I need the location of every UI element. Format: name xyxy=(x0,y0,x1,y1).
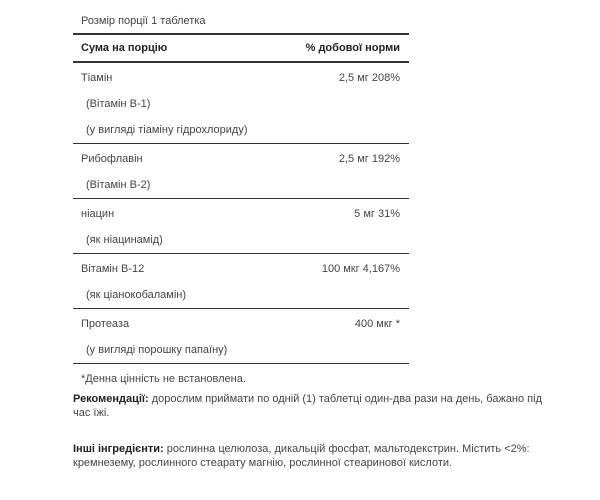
nutrient-name: ніацин xyxy=(81,208,115,220)
recommendations-text: дорослим приймати по одній (1) таблетці один-два рази на день, бажано під час їжі. xyxy=(73,393,543,419)
nutrient-amount: 2,5 мг 208% xyxy=(338,72,400,84)
ingredients-label: Інші інгредієнти: xyxy=(73,443,164,455)
daily-value-footnote: *Денна цінність не встановлена. xyxy=(81,373,246,385)
nutrient-detail: (у вигляді тіаміну гідрохлориду) xyxy=(86,124,248,136)
nutrient-amount: 400 мкг * xyxy=(354,318,400,330)
recommendations-paragraph xyxy=(73,392,543,420)
header-daily-value: % добової норми xyxy=(305,42,400,54)
nutrient-name: Протеаза xyxy=(81,318,130,330)
nutrient-amount: 5 мг 31% xyxy=(354,208,400,220)
header-amount-per-serving: Сума на порцію xyxy=(81,42,168,54)
table-header xyxy=(73,35,409,61)
nutrient-row-niacin xyxy=(73,199,409,253)
nutrient-row-protease xyxy=(73,309,409,363)
nutrient-row-thiamine xyxy=(73,63,409,143)
nutrient-amount: 100 мкг 4,167% xyxy=(321,263,400,275)
serving-size: Розмір порції 1 таблетка xyxy=(81,15,206,27)
nutrient-detail: (у вигляді порошку папаїну) xyxy=(86,344,228,356)
nutrient-detail: (Вітамін В-1) xyxy=(86,98,151,110)
nutrient-amount: 2,5 мг 192% xyxy=(338,153,400,165)
nutrient-name: Вітамін В-12 xyxy=(81,263,145,275)
nutrient-detail: (Вітамін В-2) xyxy=(86,179,151,191)
ingredients-text: рослинна целюлоза, дикальцій фосфат, мальтодекстрин. Містить <2%: кремнезему, рослинного стеарату магнію, рослинної стеаринової кислоти. xyxy=(73,443,530,469)
supplement-facts-table xyxy=(73,9,409,391)
nutrient-name: Тіамін xyxy=(81,72,113,84)
divider xyxy=(73,363,409,364)
nutrient-row-vitamin-b12 xyxy=(73,254,409,308)
nutrient-detail: (як ніацинамід) xyxy=(86,234,163,246)
ingredients-paragraph xyxy=(73,442,543,470)
recommendations-label: Рекомендації: xyxy=(73,393,149,405)
nutrient-name: Рибофлавін xyxy=(81,153,143,165)
nutrient-detail: (як ціанокобаламін) xyxy=(86,289,187,301)
nutrient-row-riboflavin xyxy=(73,144,409,198)
